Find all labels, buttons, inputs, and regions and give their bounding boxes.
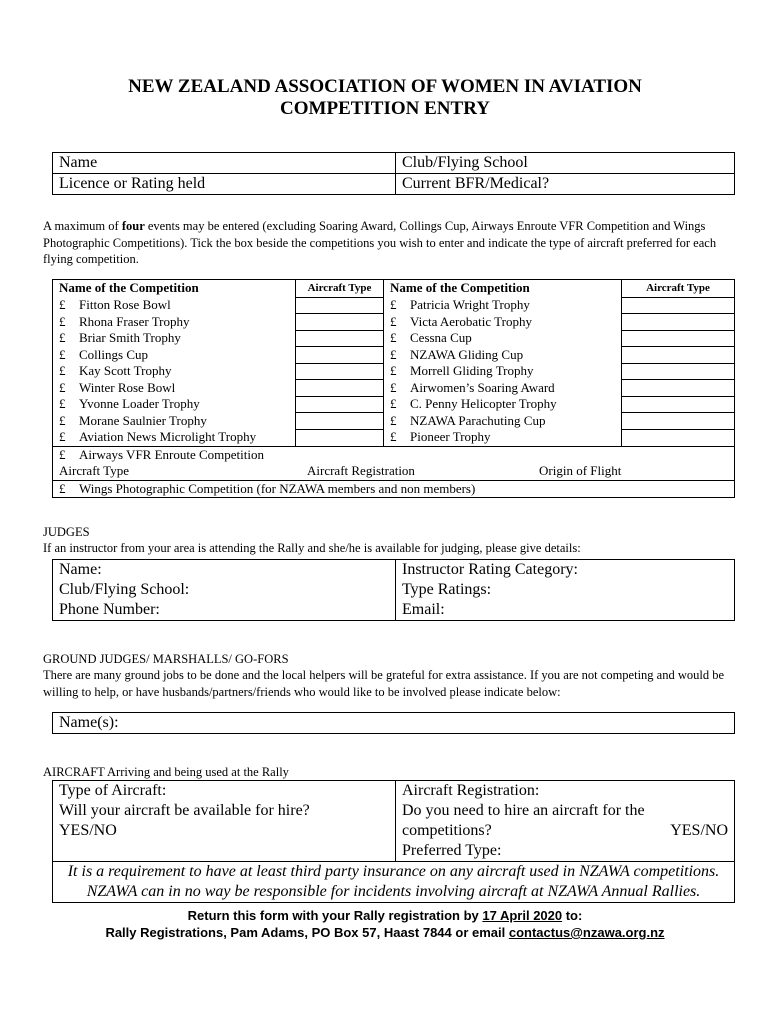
aircraft-heading: AIRCRAFT Arriving and being used at the Rally [43, 765, 289, 779]
competitions-table [52, 279, 735, 498]
checkbox-icon[interactable]: £ [59, 330, 66, 345]
competition-row [53, 330, 735, 347]
competition-left-item[interactable] [53, 347, 296, 364]
competition-left-item[interactable] [53, 363, 296, 380]
competition-label: C. Penny Helicopter Trophy [410, 396, 557, 411]
competition-label: Fitton Rose Bowl [79, 297, 171, 312]
competition-left-item[interactable] [53, 413, 296, 430]
checkbox-icon[interactable]: £ [59, 429, 66, 444]
aircraft-type-left-cell[interactable] [296, 297, 384, 314]
checkbox-icon[interactable]: £ [59, 297, 66, 312]
competition-row [53, 347, 735, 364]
bfr-field[interactable]: Current BFR/Medical? [396, 174, 735, 195]
aircraft-type-left-cell[interactable] [296, 413, 384, 430]
aircraft-type-left-cell[interactable] [296, 363, 384, 380]
insurance-note: It is a requirement to have at least third party insurance on any aircraft used in NZAWA competitions. NZAWA can in no way be responsible for incidents involving aircraft at NZAWA Annual Rallies. [53, 862, 735, 903]
ground-text: There are many ground jobs to be done and the local helpers will be grateful for extra assistance. If you are not competing and would be willing to help, or have husbands/partners/friends who would like to be involved please indicate below: [43, 668, 725, 699]
name-field[interactable]: Name [53, 153, 396, 174]
enroute-origin-label: Origin of Flight [539, 463, 622, 478]
enroute-registration-label: Aircraft Registration [307, 463, 415, 478]
enroute-aircraft-label: Aircraft Type [59, 463, 129, 478]
enroute-row[interactable]: £ Airways VFR Enroute Competition [53, 446, 735, 463]
competition-label: NZAWA Parachuting Cup [410, 412, 546, 428]
col-aircraft-left: Aircraft Type [296, 280, 384, 298]
judge-rating-field[interactable]: Instructor Rating Category: [396, 560, 735, 581]
competition-right-item[interactable] [384, 413, 622, 430]
competition-label: Patricia Wright Trophy [410, 297, 530, 312]
need-hire-answer[interactable]: YES/NO [670, 822, 728, 839]
aircraft-table [52, 780, 735, 903]
checkbox-icon[interactable]: £ [390, 346, 397, 362]
competition-left-item[interactable] [53, 396, 296, 413]
judge-name-field[interactable]: Name: [53, 560, 396, 581]
aircraft-type-right-cell[interactable] [622, 380, 735, 397]
aircraft-type-right-cell[interactable] [622, 330, 735, 347]
competition-row [53, 380, 735, 397]
checkbox-icon[interactable]: £ [59, 396, 66, 411]
aircraft-registration-field[interactable]: Aircraft Registration: [396, 781, 735, 802]
ground-names-field[interactable]: Name(s): [53, 713, 735, 734]
competition-label: Airwomen’s Soaring Award [410, 379, 555, 395]
entrant-details-table [52, 152, 735, 195]
aircraft-type-right-cell[interactable] [622, 297, 735, 314]
competition-right-item[interactable] [384, 363, 622, 380]
checkbox-icon[interactable]: £ [390, 429, 397, 444]
checkbox-icon[interactable]: £ [390, 396, 397, 411]
competition-right-item[interactable] [384, 396, 622, 413]
checkbox-icon[interactable]: £ [59, 313, 66, 329]
judges-heading: JUDGES [43, 525, 90, 539]
competition-label: Yvonne Loader Trophy [79, 396, 200, 411]
competition-label: Collings Cup [79, 346, 148, 362]
contact-email-link[interactable]: contactus@nzawa.org.nz [508, 925, 665, 940]
checkbox-icon[interactable]: £ [390, 297, 397, 312]
competition-right-item[interactable] [384, 297, 622, 314]
competition-row [53, 363, 735, 380]
intro-paragraph: A maximum of four events may be entered (excluding Soaring Award, Collings Cup, Airways Enroute VFR Competition and Wings Photographic Competitions). Tick the box beside the competitions you wish to enter and indicate the type of aircraft preferred for each flying competition. [43, 219, 717, 266]
judges-table [52, 559, 735, 621]
aircraft-type-left-cell[interactable] [296, 314, 384, 331]
checkbox-icon[interactable]: £ [390, 412, 397, 428]
competition-label: Morane Saulnier Trophy [79, 412, 207, 428]
ground-heading: GROUND JUDGES/ MARSHALLS/ GO-FORS [43, 652, 289, 666]
col-name-right: Name of the Competition [384, 280, 622, 298]
aircraft-type-right-cell[interactable] [622, 314, 735, 331]
checkbox-icon[interactable]: £ [59, 480, 66, 496]
preferred-type-field[interactable]: Preferred Type: [402, 842, 502, 859]
judge-phone-field[interactable]: Phone Number: [53, 600, 396, 621]
competition-left-item[interactable] [53, 429, 296, 446]
aircraft-type-left-cell[interactable] [296, 347, 384, 364]
checkbox-icon[interactable]: £ [59, 446, 66, 462]
judge-club-field[interactable]: Club/Flying School: [53, 580, 396, 600]
aircraft-type-left-cell[interactable] [296, 380, 384, 397]
licence-field[interactable]: Licence or Rating held [53, 174, 396, 195]
aircraft-type-right-cell[interactable] [622, 363, 735, 380]
aircraft-type-left-cell[interactable] [296, 429, 384, 446]
competition-row [53, 314, 735, 331]
competition-left-item[interactable] [53, 314, 296, 331]
return-instructions-line2: Rally Registrations, Pam Adams, PO Box 57, Haast 7844 or email contactus@nzawa.org.nz [105, 925, 665, 940]
checkbox-icon[interactable]: £ [59, 346, 66, 362]
return-instructions-line1: Return this form with your Rally registration by 17 April 2020 to: [187, 908, 583, 923]
aircraft-type-field[interactable]: Type of Aircraft: [53, 781, 396, 802]
checkbox-icon[interactable]: £ [390, 379, 397, 395]
competition-row [53, 297, 735, 314]
competition-right-item[interactable] [384, 429, 622, 446]
competition-row [53, 413, 735, 430]
competition-label: Aviation News Microlight Trophy [79, 429, 257, 444]
competition-left-item[interactable] [53, 330, 296, 347]
need-hire-question[interactable]: Do you need to hire an aircraft for the competitions? YES/NO Preferred Type: [396, 801, 735, 862]
enroute-details-row [53, 463, 735, 480]
judges-text: If an instructor from your area is attending the Rally and she/he is available for judging, please give details: [43, 541, 581, 555]
form-title-line1: NEW ZEALAND ASSOCIATION OF WOMEN IN AVIATION [128, 76, 642, 97]
competition-label: Victa Aerobatic Trophy [410, 313, 532, 329]
competition-label: NZAWA Gliding Cup [410, 346, 524, 362]
checkbox-icon[interactable]: £ [390, 363, 397, 378]
judge-email-field[interactable]: Email: [396, 600, 735, 621]
col-name-left: Name of the Competition [53, 280, 296, 298]
competition-left-item[interactable] [53, 380, 296, 397]
competition-label: Kay Scott Trophy [79, 363, 172, 378]
competition-label: Briar Smith Trophy [79, 330, 181, 345]
col-aircraft-right: Aircraft Type [622, 280, 735, 298]
judge-types-field[interactable]: Type Ratings: [396, 580, 735, 600]
checkbox-icon[interactable]: £ [59, 412, 66, 428]
competition-label: Rhona Fraser Trophy [79, 313, 190, 329]
aircraft-type-right-cell[interactable] [622, 413, 735, 430]
aircraft-type-right-cell[interactable] [622, 347, 735, 364]
checkbox-icon[interactable]: £ [59, 363, 66, 378]
competition-label: Pioneer Trophy [410, 429, 491, 444]
competition-row [53, 396, 735, 413]
aircraft-type-right-cell[interactable] [622, 429, 735, 446]
checkbox-icon[interactable]: £ [59, 379, 66, 395]
form-title-line2: COMPETITION ENTRY [280, 98, 490, 119]
checkbox-icon[interactable]: £ [390, 313, 397, 329]
competition-left-item[interactable] [53, 297, 296, 314]
aircraft-type-right-cell[interactable] [622, 396, 735, 413]
aircraft-type-left-cell[interactable] [296, 396, 384, 413]
competition-right-item[interactable] [384, 330, 622, 347]
wings-row[interactable]: £ Wings Photographic Competition (for NZAWA members and non members) [53, 480, 735, 498]
competition-label: Morrell Gliding Trophy [410, 363, 534, 378]
competition-right-item[interactable] [384, 314, 622, 331]
competition-label: Cessna Cup [410, 330, 472, 345]
hire-answer[interactable]: YES/NO [59, 822, 117, 839]
competition-row [53, 429, 735, 446]
competition-right-item[interactable] [384, 380, 622, 397]
club-field[interactable]: Club/Flying School [396, 153, 735, 174]
competition-label: Winter Rose Bowl [79, 379, 176, 395]
ground-table [52, 712, 735, 734]
competition-right-item[interactable] [384, 347, 622, 364]
hire-question[interactable]: Will your aircraft be available for hire? YES/NO [53, 801, 396, 862]
checkbox-icon[interactable]: £ [390, 330, 397, 345]
aircraft-type-left-cell[interactable] [296, 330, 384, 347]
deadline-date: 17 April 2020 [482, 908, 563, 923]
